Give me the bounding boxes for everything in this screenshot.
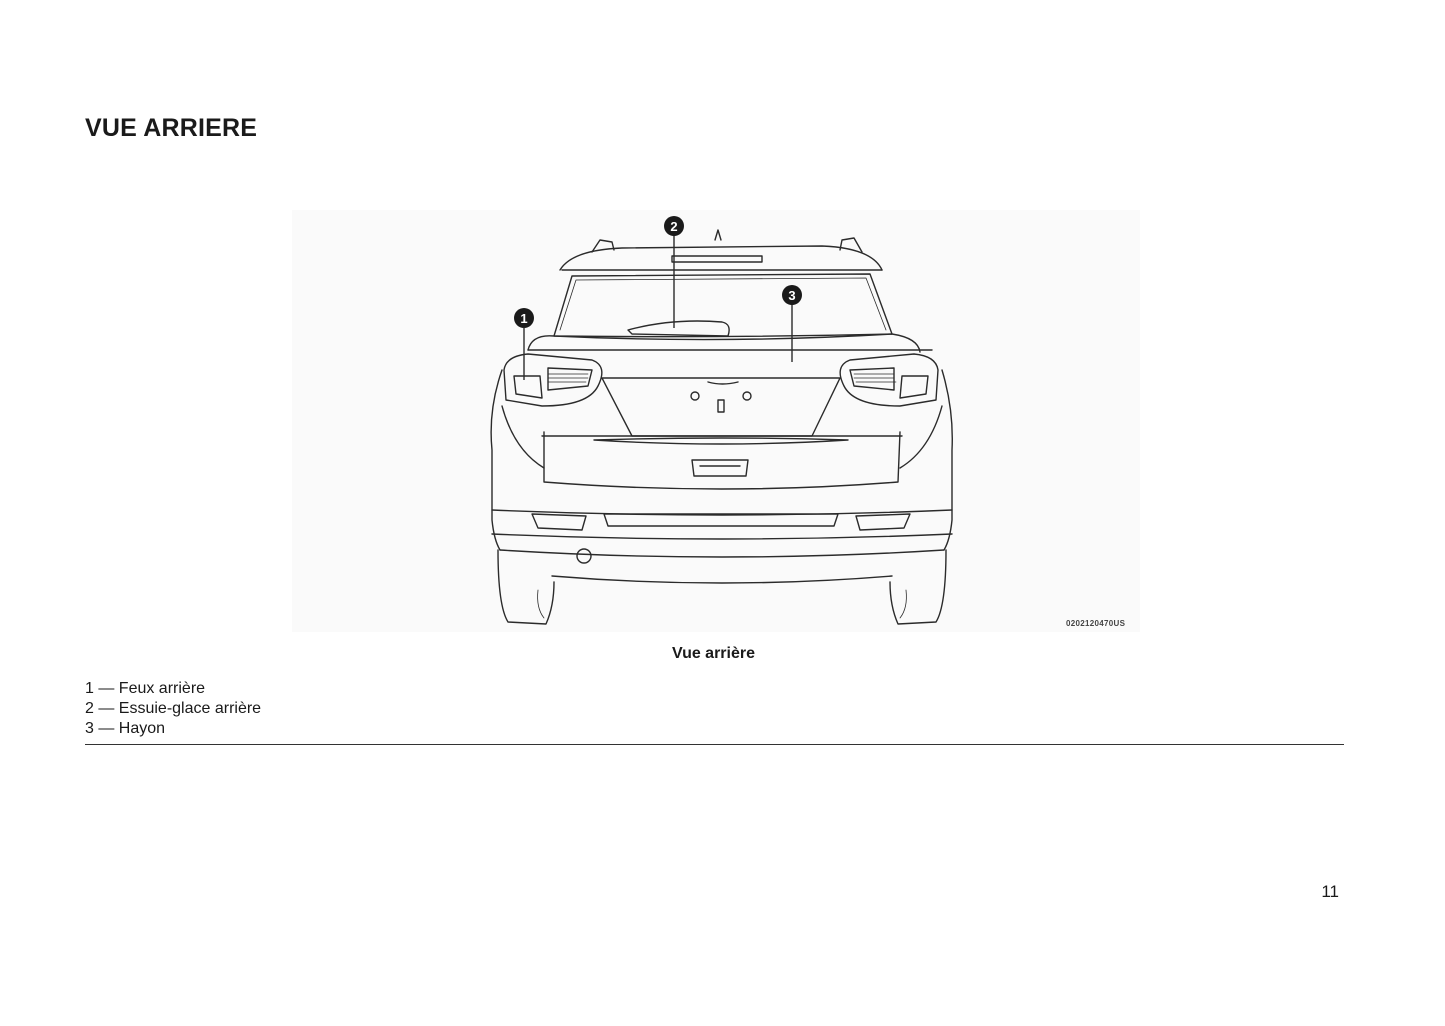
legend-list <box>85 679 261 739</box>
figure-caption: Vue arrière <box>671 645 755 662</box>
legend-item-rear-lights: 1 — Feux arrière <box>85 680 206 697</box>
divider <box>85 744 1344 745</box>
figure-code: 0202120470US <box>1066 619 1126 628</box>
callout-3 <box>782 285 802 305</box>
callout-2 <box>664 216 684 236</box>
legend-item-liftgate: 3 — Hayon <box>85 720 166 737</box>
svg-text:1: 1 <box>520 311 528 326</box>
svg-text:2: 2 <box>670 219 678 234</box>
vehicle-rear-illustration <box>292 210 1140 632</box>
svg-text:3: 3 <box>788 288 796 303</box>
page-number: 11 <box>1321 882 1339 901</box>
page-title: VUE ARRIERE <box>85 114 258 142</box>
rear-view-figure <box>292 210 1140 632</box>
legend-item-rear-wiper: 2 — Essuie-glace arrière <box>85 700 262 717</box>
callout-1 <box>514 308 534 328</box>
